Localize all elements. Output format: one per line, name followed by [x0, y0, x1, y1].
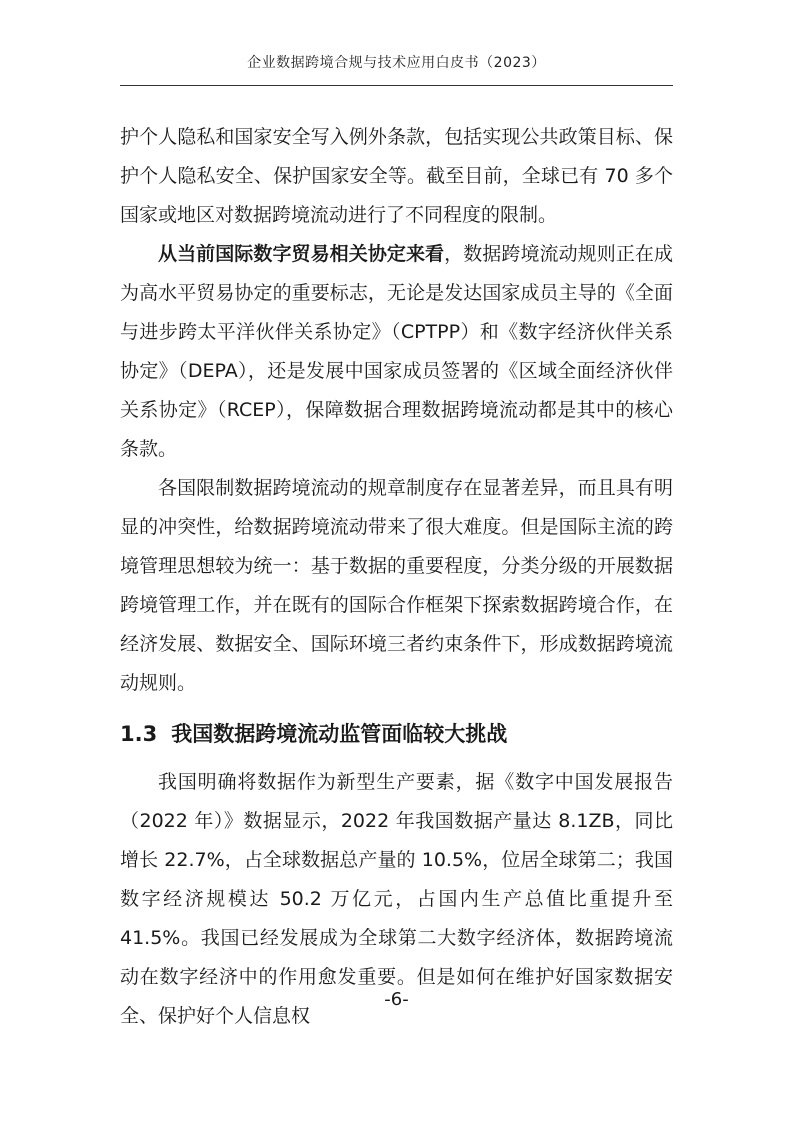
section-number: 1.3: [120, 722, 158, 746]
section-heading: [120, 714, 673, 754]
paragraph-trade-agreements: [120, 235, 673, 469]
section-title: 我国数据跨境流动监管面临较大挑战: [171, 722, 508, 746]
document-body: [120, 118, 673, 1036]
page-number: -6-: [384, 989, 409, 1010]
paragraph-text: ，数据跨境流动规则正在成为高水平贸易协定的重要标志，无论是发达国家成员主导的《全面与进步跨太平洋伙伴关系协定》（CPTPP）和《数字经济伙伴关系协定》（DEPA），还是发展中国家成员签署的《区域全面经济伙伴关系协定》（RCEP），保障数据合理数据跨境流动都是其中的核心条款。: [120, 243, 673, 460]
paragraph-regulation-differences: 各国限制数据跨境流动的规章制度存在显著差异，而且具有明显的冲突性，给数据跨境流动带来了很大难度。但是国际主流的跨境管理思想较为统一：基于数据的重要程度，分类分级的开展数据跨境管理工作，并在既有的国际合作框架下探索数据跨境合作，在经济发展、数据安全、国际环境三者约束条件下，形成数据跨境流动规则。: [120, 477, 673, 694]
paragraph-china-data: 我国明确将数据作为新型生产要素，据《数字中国发展报告（2022 年）》数据显示，2022 年我国数据产量达 8.1ZB，同比增长 22.7%，占全球数据总产量的 10.5%，位居全球第二；我国数字经济规模达 50.2 万亿元，占国内生产总值比重提升至 41.5%。我国已经发展成为全球第二大数字经济体，数据跨境流动在数字经济中的作用愈发重要。但是如何在维护好国家数据安全、保护好个人信息权: [120, 771, 673, 1027]
paragraph-lead-bold: 从当前国际数字贸易相关协定来看: [158, 243, 445, 265]
header-title: 企业数据跨境合规与技术应用白皮书（2023）: [247, 55, 546, 71]
paragraph-continued: 护个人隐私和国家安全写入例外条款，包括实现公共政策目标、保护个人隐私安全、保护国家安全等。截至目前，全球已有 70 多个国家或地区对数据跨境流动进行了不同程度的限制。: [120, 126, 673, 226]
running-header: [120, 50, 673, 86]
